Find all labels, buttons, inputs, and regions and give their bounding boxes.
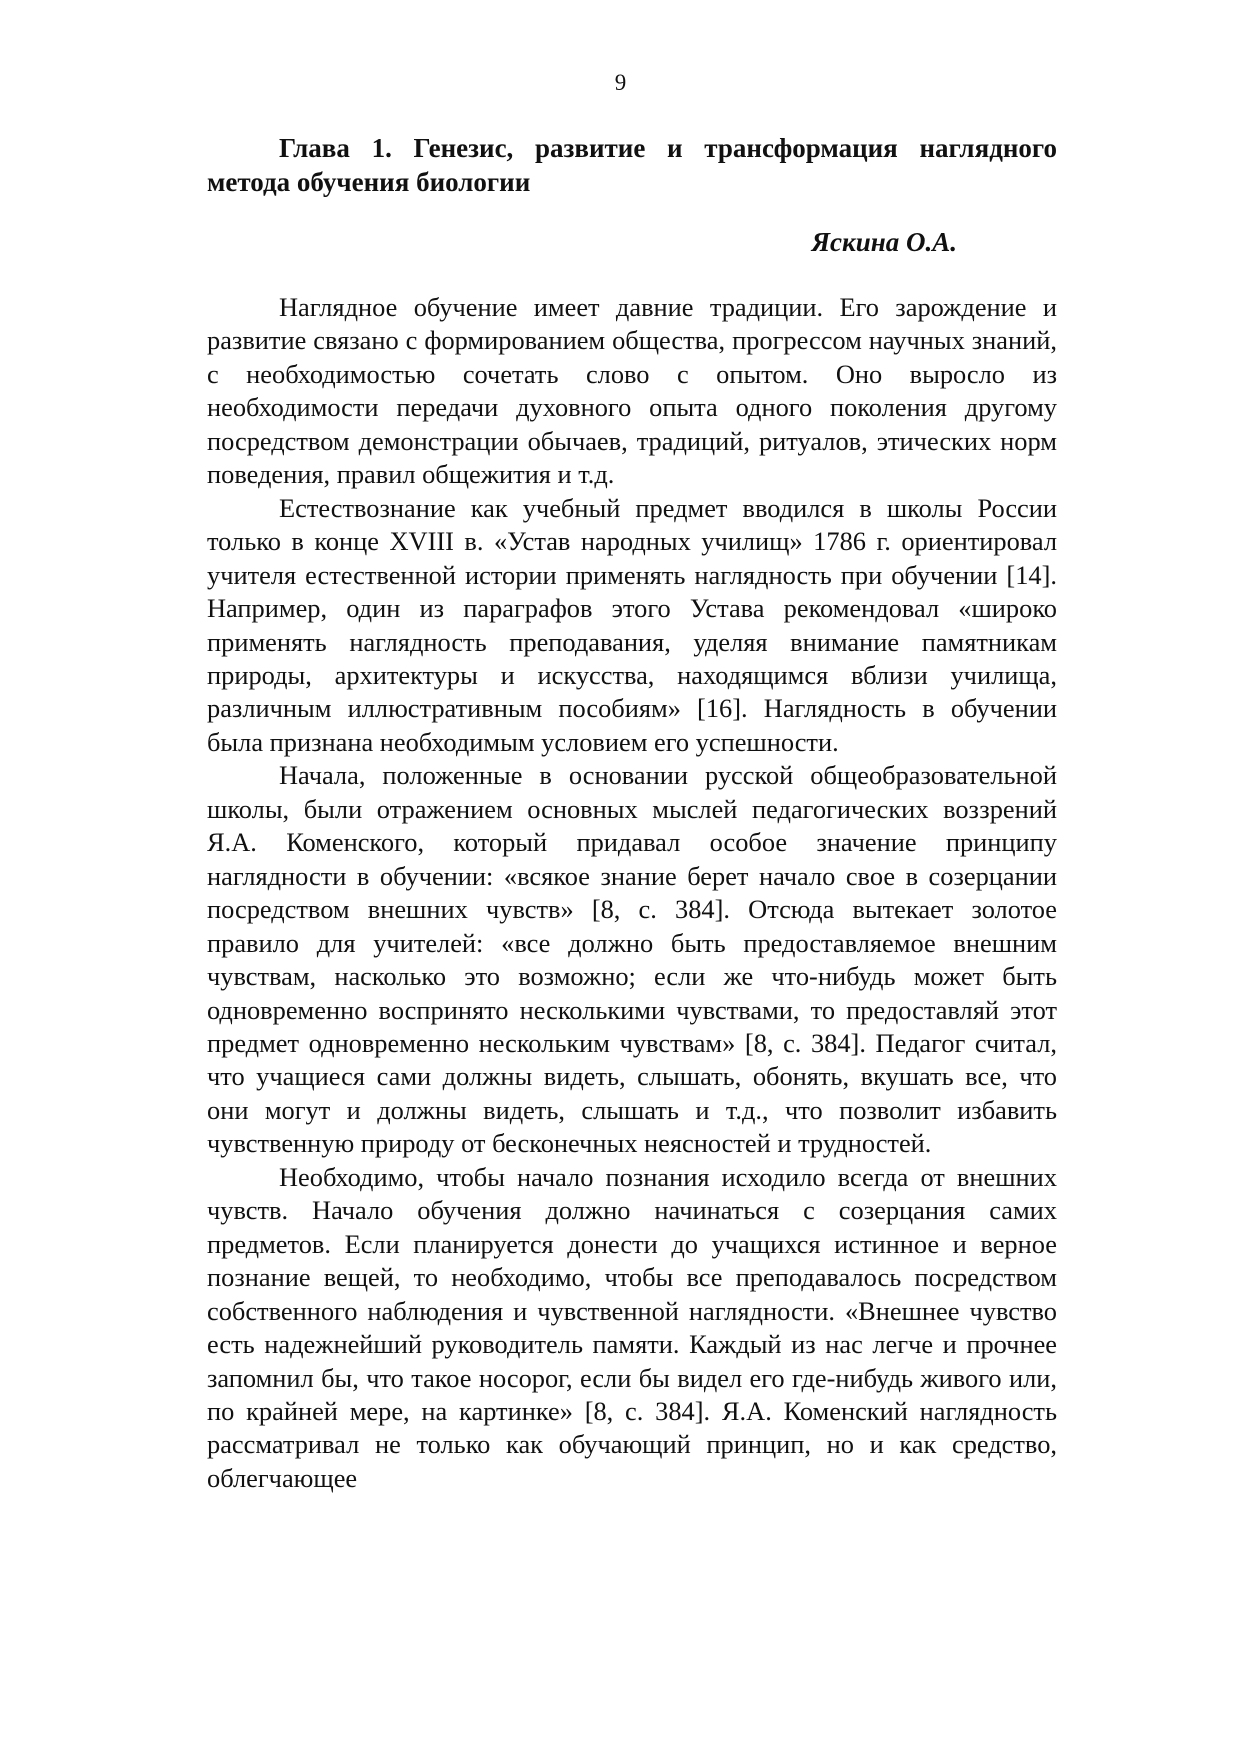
page-number: 9 <box>614 70 627 95</box>
page-content <box>207 132 1057 1495</box>
paragraph: Естествознание как учебный предмет вводился в школы России только в конце XVIII в. «Устав народных училищ» 1786 г. ориентировал учителя естественной истории применять наглядность при обучении [14]. Например, один из параграфов этого Устава рекомендовал «широко применять наглядность преподавания, уделяя внимание памятникам природы, архитектуры и искусства, находящимся вблизи училища, различным иллюстративным пособиям» [16]. Наглядность в обучении была признана необходимым условием его успешности. <box>207 492 1057 757</box>
paragraph: Наглядное обучение имеет давние традиции. Его зарождение и развитие связано с формированием общества, прогрессом научных знаний, с необходимостью сочетать слово с опытом. Оно выросло из необходимости передачи духовного опыта одного поколения другому посредством демонстрации обычаев, традиций, ритуалов, этических норм поведения, правил общежития и т.д. <box>207 292 1057 490</box>
paragraph: Необходимо, чтобы начало познания исходило всегда от внешних чувств. Начало обучения должно начинаться с созерцания самих предметов. Если планируется донести до учащихся истинное и верное познание вещей, то необходимо, чтобы все преподавалось посредством собственного наблюдения и чувственной наглядности. «Внешнее чувство есть надежнейший руководитель памяти. Каждый из нас легче и прочнее запомнил бы, что такое носорог, если бы видел его где-нибудь живого или, по крайней мере, на картинке» [8, с. 384]. Я.А. Коменский наглядность рассматривал не только как обучающий принцип, но и как средство, облегчающее <box>207 1161 1057 1493</box>
paragraph: Начала, положенные в основании русской общеобразовательной школы, были отражением основных мыслей педагогических воззрений Я.А. Коменского, который придавал особое значение принципу наглядности в обучении: «всякое знание берет начало свое в созерцании посредством внешних чувств» [8, с. 384]. Отсюда вытекает золотое правило для учителей: «все должно быть предоставляемое внешним чувствам, насколько это возможно; если же что-нибудь может быть одновременно воспринято несколькими чувствами, то предоставляй этот предмет одновременно нескольким чувствам» [8, с. 384]. Педагог считал, что учащиеся сами должны видеть, слышать, обонять, вкушать все, что они могут и должны видеть, слышать и т.д., что позволит избавить чувственную природу от бесконечных неясностей и трудностей. <box>207 760 1057 1159</box>
body-text <box>207 291 1057 1495</box>
chapter-title: Глава 1. Генезис, развитие и трансформация наглядного метода обучения биологии <box>207 133 1057 197</box>
author-name: Яскина О.А. <box>811 227 957 257</box>
